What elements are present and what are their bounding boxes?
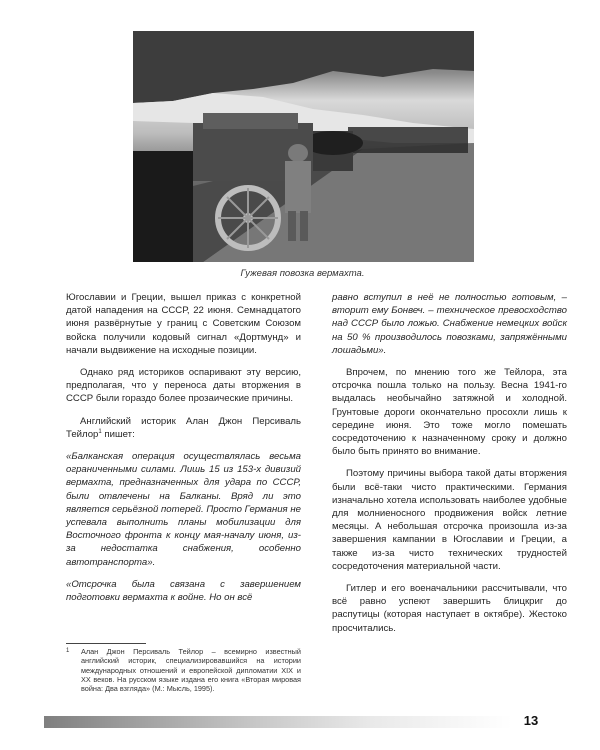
footer-gradient-bar — [44, 716, 512, 728]
right-column — [332, 291, 567, 635]
figure-caption: Гужевая повозка вермахта. — [240, 268, 365, 279]
body-paragraph: Гитлер и его военачальники рассчитывали, что всё равно успеют завершить блицкриг до распутицы (которая наступает в октябре). Жестоко просчитались. — [332, 583, 567, 634]
wehrmacht-wagon-photo — [133, 31, 474, 262]
body-paragraph: Однако ряд историков оспаривают эту версию, предполагая, что у переноса даты вторжения в СССР были гораздо более прозаические причины. — [66, 367, 301, 405]
footnote-text: Алан Джон Персиваль Тейлор – всемирно известный английский историк, специализировавшийся на истории международных отношений и европейской дипломатии XIX и XX веков. На русском языке издана его книга «Вторая мировая война: Два взгляда» (М.: Мысль, 1995). — [81, 647, 301, 694]
quote-paragraph: «Балканская операция осуществлялась весьма ограниченными силами. Лишь 15 из 153-х дивизий вермахта, предназначенных для удара по СССР, были отвлечены на Балканы. Вряд ли это является серьёзной потерей. Просто Германия не успевала выполнить планы мобилизации для Восточного фронта к концу мая-началу июня, из-за недостатка снабжения, особенно автотранспорта». — [66, 451, 301, 568]
page-number: 13 — [523, 713, 539, 728]
footnote-number: 1 — [66, 648, 70, 654]
body-paragraph: Поэтому причины выбора такой даты вторжения были всё-таки чисто практическими. Германия изначально хотела использовать наиболее удобные для молниеносного продвижения войск летние месяцы. А небольшая отсрочка произошла из-за завершения кампании в Югославии и Греции, а также из-за чисто технических трудностей сосредоточения материальной части. — [332, 468, 567, 572]
body-paragraph — [66, 415, 301, 441]
quote-paragraph: равно вступил в неё не полностью готовым, – вторит ему Бонвеч. – техническое превосходство над СССР было ложью. Снабжение немецких войск на 50 % производилось повозками, запряжёнными лошадьми». — [332, 292, 567, 356]
paragraph-text: Английский историк Алан Джон Персиваль Тейлор — [66, 415, 301, 440]
left-column — [66, 291, 301, 604]
quote-paragraph: «Отсрочка была связана с завершением подготовки вермахта к войне. Но он всё — [66, 578, 301, 604]
footnote — [66, 647, 301, 693]
paragraph-text: пишет: — [101, 428, 135, 440]
body-paragraph: Югославии и Греции, вышел приказ с конкретной датой нападения на СССР, 22 июня. Семнадцатого июня развёрнутые у границ с Советским Союзом войска получили кодовый сигнал «Дортмунд» и начали выдвижение на исходные позиции. — [66, 292, 301, 356]
footnote-divider — [66, 643, 146, 644]
body-paragraph: Впрочем, по мнению того же Тейлора, эта отсрочка пошла только на пользу. Весна 1941-го выдалась необычайно затяжной и холодной. Грунтовые дороги окончательно просохли лишь к середине июня. Это тоже могло помешать сосредоточению к назначенному сроку и должно было быть принято во внимание. — [332, 367, 567, 458]
footnote-ref: 1 — [98, 428, 102, 435]
